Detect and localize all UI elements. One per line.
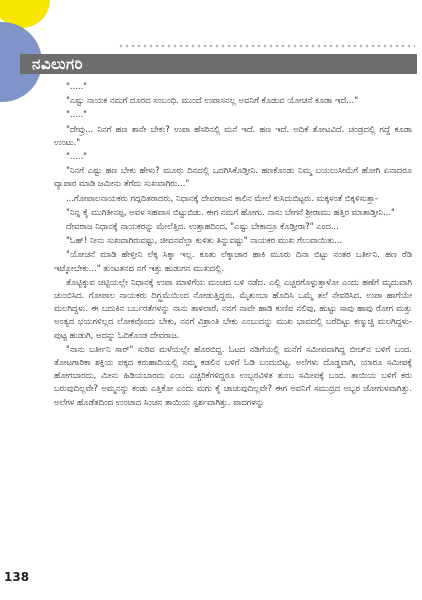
paragraph: "ನಾನು ಬರ್ತೀನಿ ಸಾರ್" ಸುರಿವ ಮಳೆಯಲ್ಲೇ ಹೊರಬಿದ್ದ. ಓಟದ ನಡಿಗೆಯಲ್ಲಿ ಮನೆಗೆ ಸಮೀಪವಾಗಿದ್ದ ಬೀಚ್‌ನ ಬಳಿಗೆ ಬಂದ. ತೋಟಗಾರಿಕಾ ಶಕ್ತಿಯ ಪಕ್ಕದ ಕರುಹಾದಿಯಲ್ಲಿ ನಮ್ಮ ಕಡಲಿನ ಬಳಿಗೆ ಓಡಿ ಬಂದುಬಿಟ್ಟ. ಅಲೆಗಳು ದೊಡ್ಡವಾಗಿ, ಯಾರೂ ಸಮೀಪಕ್ಕೆ ಹೋಗಬಾರದು, ಮೀನು ಹಿಡಿಯಬಾರದು ಎಂಬ ಎಚ್ಚರಿಕೆಗಳಿದ್ದರೂ ಉಬ್ಬರವಿಳಿತ ತುಂಬ ಸಮೀಪಕ್ಕೆ ಬಂದ. ತಾಯಿಯ ಬಳಿಗೆ ಕರು ಬರುವುದಿಲ್ಲವೇ? ಅಮ್ಮನನ್ನು ಕಂಡು ಎತ್ತಿಕೋ ಎಂದು ಮಗು ಕೈ ಚಾಚುವುದಿಲ್ಲವೇ? ಈಗ ಅವನಿಗೆ ಸಮುದ್ರದ ಅಬ್ಬರ ಜೋಗುಳವಾಗಿತ್ತು. ಅಲೆಗಳ ಹೊಡೆತದಿಂದ ಉಂಟಾದ ಸಿಂಚನ ತಾಯಿಯ ಸ್ಪರ್ಶವಾಗಿತ್ತು. ಪಾದಗಳನ್ನು [54, 343, 412, 407]
magazine-title: ನವಿಲುಗರಿ [32, 55, 84, 73]
paragraph: "ನಿನಗೆ ಎಷ್ಟು ಹಣ ಬೇಕು ಹೇಳು? ಮೂರು ದಿನದಲ್ಲಿ ಒದಗಿಸಿಕೊಡ್ತೀನಿ. ಹಣಕೊಂಡು ನಿಮ್ಮ ಬಯಲುಸೀಮೆಗೆ ಹೋಗಿ ಏನಾದರೂ ವ್ಯಾಪಾರ ಮಾಡಿ ಜಮೀನು ತೆಗೆದು ಸುಖವಾಗಿರು..." [54, 165, 412, 189]
paragraph: "....." [66, 151, 88, 162]
paragraph: ದೇವರಾಜ ನಿಧಾನಕ್ಕೆ ನಾಯಕರನ್ನು ಮೇಲೆತ್ತಿದ. ಉತ್ತಾಹದಿಂದ, "ಎಷ್ಟು ಬೇಕಾದ್ರೂ ಕೊಡ್ತೀರಾ?" ಎಂದ... [66, 221, 339, 232]
paragraph: ...ಗೋಪಾಲನಾಯಕರು ಗದ್ಗದಿತರಾದರು, ನಿಧಾನಕ್ಕೆ ದೇವರಾಜನ ಕಾಲಿನ ಮೇಲೆ ಕುಸಿದುಬಿಟ್ಟರು. ಮಕ್ಕಳಂತೆ ಬಿಕ್ಕಳಿಸುತ್ತಾ- [66, 192, 378, 203]
paragraph: "ಯೋಚನೆ ಮಾಡಿ ಹೇಳ್ತೀನಿ ಲೆಕ್ಕ ಸಿಕ್ಕಾ ಇಲ್ಲ. ಕೂತು ಲೆಕ್ಕಾಚಾರ ಹಾಕಿ ಮೂರು ದಿನಾ ಬಿಟ್ಟು ನಂತರ ಬರ್ತೀನಿ. ಹಣ ರೆಡಿ ಇಟ್ಕೋಬೇಕು..." ತುಂಟತನದ ನಗೆ ಇತ್ತು ಹುಡುಗನ ಮುಖದಲ್ಲಿ. [54, 249, 412, 273]
paragraph: "....." [66, 81, 88, 91]
page-number: 138 [4, 570, 30, 584]
paragraph: "ಎಷ್ಟು ನಾಯಕ ನಮಗೆ ದೂರದ ಸಂಬಂಧಿ. ಮುಂದೆ ಉಪಾಸನಲ್ಲ ಅವನಿಗೆ ಕೊಡುವ ಯೋಚನೆ ಕೂಡಾ ಇದೆ..." [66, 95, 359, 106]
paragraph: ತೊಟ್ಟಿಕ್ಕುವ ಚಟ್ಟಿಯಲ್ಲೇ ನಿಧಾನಕ್ಕೆ ಉಪಾ ಮಾಳಿಗೆಯ ಮಂಚದ ಬಳಿ ನಡೆದ. ಎಲ್ಲಿ ಎಚ್ಚರಗೊಳ್ಳುತ್ತಾಳೋ ಎಂದು ಹಣೆಗೆ ಮೃದುವಾಗಿ ಚುಂಬಿಸಿದ. ಗೋಪಾಲ ನಾಯಕರು ದಿಗ್ಭ್ರಮೆಯಿಂದ ನೋಡುತ್ತಿದ್ದರು. ಮೈತುಂಬಾ ಹೊದಿಸಿ ಒಮ್ಮೆ ತಲೆ ನೇವರಿಸಿದ. ಉಪಾ ಹಾಗೆಯೇ ಮಲಗಿದ್ದಳು. ಈ ಬದುಕಿನ ಬರ್ಬರತೆಗಳನ್ನು ನಾನು ತಾಳಲಾರೆ. ನನಗೆ ನಾವೇ ಹಾಡಿ ಕುಣಿವ ನಲಿವು, ಹುಟ್ಟು ಸಾವು ಹಾವು ರೋಗ ಮತ್ತು ಅಂತ್ಯದ ಭಯಗಳಿಲ್ಲದ ಲೋಕವೊಂದು ಬೇಕು, ನನಗೆ ವಿಶ್ರಾಂತಿ ಬೇಕು ಎಂಬುದನ್ನು ಮುಖ ಭಾವದಲ್ಲಿ ಬರೆದಿಟ್ಟು ಕಣ್ಮುಚ್ಚಿ ಮಲಗಿದ್ದಳು-ಪುಟ್ಟ ಹುಡುಗಿ, ಅದನ್ನು ಓದಿಕೊಂಡ ದೇವರಾಜ. [54, 276, 412, 340]
dotted-rule [118, 44, 415, 48]
paragraph: "ನಿನ್ನ ಕೈ ಮುಗಿತೀನಪ್ಪ, ಅವಳ ಸಹವಾಸ ಬಿಟ್ಟುಬಿಡು. ಈಗ ನಮಗೆ ಹೋಗು. ನಾನು ಬೇಗನೆ ಶ್ರೀರಾಮು ಹತ್ತಿರ ಮಾತಾಡ್ತೀನಿ..." [66, 206, 395, 217]
paragraph: "....." [66, 109, 88, 120]
paragraph: "ಓಹ್! ನೀನು ಸುಖವಾಗಿರುವಷ್ಟು, ಜೀವನವೆಲ್ಲಾ ಕುಳಿತು ತಿನ್ನುವಷ್ಟು" ನಾಯಕರ ಮುಖ ಗೆಲುವಾಯಿತು... [66, 235, 343, 246]
paragraph: "ದೇವ್ರು... ನಿನಗೆ ಹಣ ತಾನೇ ಬೇಕು? ಉಪಾ ಹೆಸರಿನಲ್ಲಿ ಮನೆ ಇದೆ. ಹಣ ಇದೆ. ಅದಿಕೆ ತೋಟವಿದೆ. ಚಂಡ್ರದಲ್ಲಿ ಗದ್ದೆ ಕೂಡಾ ಉಂಟು." [54, 123, 412, 147]
article-body [54, 80, 412, 410]
